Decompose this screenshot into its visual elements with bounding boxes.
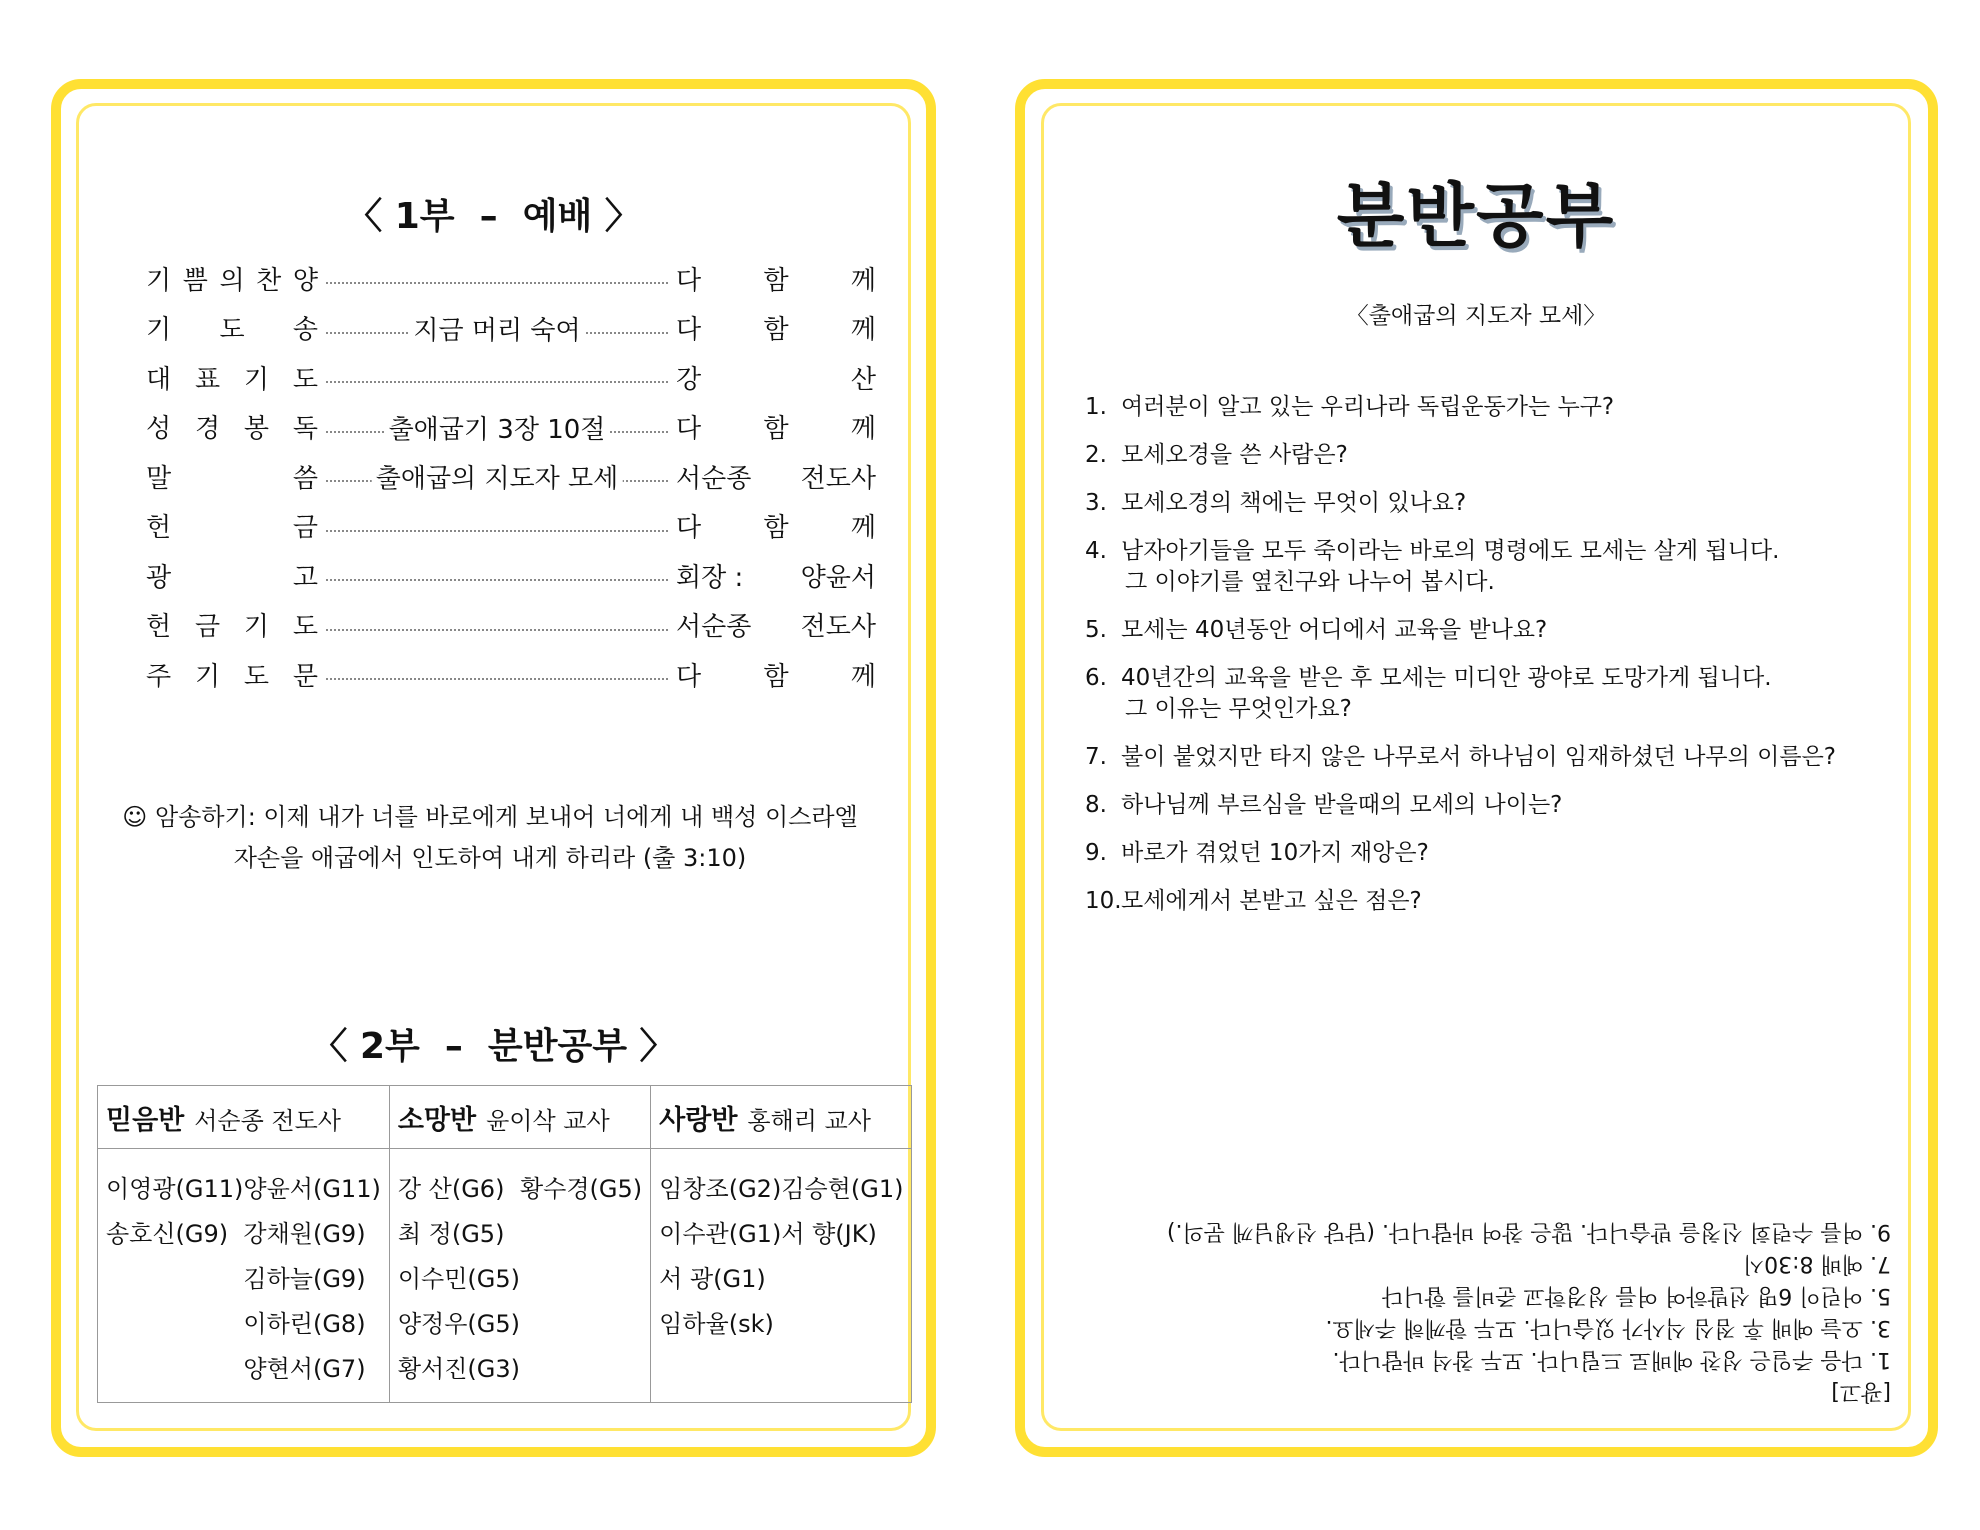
student-name: 강 산(G6) bbox=[397, 1175, 505, 1203]
class-table bbox=[97, 1085, 912, 1403]
order-label-char: 주 bbox=[146, 661, 172, 692]
student-name: 송호신(G9) bbox=[106, 1220, 229, 1248]
question-text: 불이 붙었지만 타지 않은 나무로서 하나님이 임재하셨던 나무의 이름은? bbox=[1121, 744, 1837, 770]
order-label-char: 기 bbox=[146, 265, 172, 296]
student-name: 김하늘(G9) bbox=[243, 1265, 366, 1293]
dotted-leader bbox=[326, 629, 668, 631]
order-person-part: 다 bbox=[676, 414, 702, 444]
order-row bbox=[146, 605, 876, 645]
order-person-part: 다 bbox=[676, 265, 702, 296]
order-person-part: 께 bbox=[850, 661, 876, 692]
class-teacher: 서순종 전도사 bbox=[194, 1106, 341, 1135]
student-name: 이하린(G8) bbox=[243, 1310, 366, 1338]
question-text: 모세에게서 본받고 싶은 점은? bbox=[1121, 888, 1422, 914]
student-name bbox=[106, 1304, 243, 1341]
order-person-part: 다 bbox=[676, 661, 702, 692]
student-name bbox=[106, 1349, 243, 1386]
order-person bbox=[676, 606, 876, 643]
order-person-part: 다 bbox=[676, 315, 702, 345]
order-row bbox=[146, 654, 876, 694]
student-grid bbox=[398, 1149, 642, 1386]
question-item bbox=[1085, 838, 1836, 869]
order-label bbox=[146, 458, 318, 495]
question-number: 4. bbox=[1085, 538, 1107, 564]
order-person bbox=[676, 309, 876, 346]
order-person bbox=[676, 260, 876, 297]
order-person-part: 께 bbox=[850, 265, 876, 296]
student-name: 김승현(G1) bbox=[781, 1175, 904, 1203]
question-continuation: 그 이야기를 옆친구와 나누어 봅시다. bbox=[1125, 569, 1495, 595]
dotted-leader bbox=[326, 282, 668, 284]
class-students bbox=[98, 1149, 390, 1403]
student-name: 서 광(G1) bbox=[659, 1265, 766, 1293]
student-name bbox=[781, 1259, 903, 1296]
order-label-char: 문 bbox=[292, 661, 318, 692]
class-header bbox=[98, 1086, 390, 1149]
student-name bbox=[520, 1259, 642, 1296]
order-person-part: 께 bbox=[850, 414, 876, 444]
question-number: 9. bbox=[1085, 840, 1107, 866]
question-text: 바로가 겪었던 10가지 재앙은? bbox=[1121, 840, 1429, 866]
order-label-char: 기 bbox=[243, 612, 270, 642]
order-label-char: 찬 bbox=[256, 265, 282, 296]
order-person-part: 함 bbox=[763, 513, 789, 543]
class-name: 믿음반 bbox=[106, 1104, 185, 1136]
order-row bbox=[146, 407, 876, 447]
order-person-part: 양윤서 bbox=[800, 562, 876, 593]
question-text: 모세는 40년동안 어디에서 교육을 받나요? bbox=[1121, 617, 1548, 643]
order-row bbox=[146, 308, 876, 348]
notice-line: 3. 오늘 예배 후 점심 식사가 있습니다. 모두 함께해 주세요. bbox=[1325, 1315, 1891, 1340]
order-person-part: 서순종 bbox=[676, 463, 752, 494]
student-name: 황서진(G3) bbox=[397, 1355, 520, 1383]
question-item bbox=[1085, 392, 1836, 423]
class-name: 사랑반 bbox=[659, 1104, 738, 1136]
order-label-char: 도 bbox=[292, 364, 318, 395]
question-item bbox=[1085, 790, 1836, 821]
student-name: 이영광(G11) bbox=[106, 1175, 244, 1203]
question-number: 2. bbox=[1085, 442, 1107, 468]
smiley-icon: ☺ bbox=[122, 803, 148, 831]
order-leader bbox=[326, 357, 668, 397]
memory-verse-line1: 암송하기: 이제 내가 너를 바로에게 보내어 너에게 내 백성 이스라엘 bbox=[154, 803, 858, 831]
part1-title: 〈 1부 – 예배 〉 bbox=[346, 196, 641, 237]
order-person bbox=[676, 557, 876, 594]
order-label-char: 경 bbox=[194, 414, 221, 444]
order-person bbox=[676, 408, 876, 445]
student-name bbox=[106, 1259, 243, 1296]
question-number: 3. bbox=[1085, 490, 1107, 516]
student-name bbox=[520, 1349, 642, 1386]
class-students bbox=[651, 1149, 912, 1403]
student-name: 양정우(G5) bbox=[397, 1310, 520, 1338]
order-person-part: 께 bbox=[850, 315, 876, 345]
notice-line: 7. 예배 8:30시 bbox=[1742, 1251, 1891, 1276]
order-leader bbox=[326, 654, 668, 694]
order-label bbox=[146, 260, 318, 297]
order-label-char: 양 bbox=[292, 265, 318, 296]
order-label-char: 말 bbox=[146, 463, 172, 494]
order-label-char: 씀 bbox=[292, 463, 318, 494]
order-label bbox=[146, 606, 318, 643]
order-label-char: 대 bbox=[146, 364, 172, 395]
order-person bbox=[676, 507, 876, 544]
question-item bbox=[1085, 663, 1836, 725]
order-leader bbox=[326, 407, 668, 447]
order-row bbox=[146, 456, 876, 496]
student-name: 임창조(G2) bbox=[659, 1175, 782, 1203]
order-person-part: 함 bbox=[763, 265, 789, 296]
order-label bbox=[146, 557, 318, 594]
order-label-char: 기 bbox=[146, 315, 172, 345]
question-item bbox=[1085, 615, 1836, 646]
question-number: 10. bbox=[1085, 888, 1122, 914]
order-person-part: 전도사 bbox=[800, 612, 876, 642]
class-header bbox=[651, 1086, 912, 1149]
part2-title: 〈 2부 – 분반공부 〉 bbox=[311, 1026, 676, 1067]
dotted-leader bbox=[326, 678, 668, 680]
student-name bbox=[520, 1304, 642, 1341]
class-teacher: 홍해리 교사 bbox=[747, 1106, 871, 1135]
order-detail: 출애굽기 3장 10절 bbox=[385, 409, 610, 446]
order-leader bbox=[326, 605, 668, 645]
student-name: 최 정(G5) bbox=[397, 1220, 505, 1248]
student-name: 강채원(G9) bbox=[243, 1220, 366, 1248]
student-name: 임하율(sk) bbox=[659, 1310, 774, 1338]
class-name: 소망반 bbox=[397, 1104, 477, 1136]
order-person-part: 함 bbox=[763, 661, 789, 692]
question-text: 여러분이 알고 있는 우리나라 독립운동가는 누구? bbox=[1121, 394, 1615, 420]
order-person-part: 강 bbox=[676, 364, 702, 395]
order-label-char: 헌 bbox=[146, 513, 172, 543]
order-label bbox=[146, 507, 318, 544]
student-name bbox=[659, 1349, 781, 1386]
order-leader bbox=[326, 506, 668, 546]
order-label-char: 금 bbox=[292, 513, 318, 543]
dotted-leader bbox=[326, 530, 668, 532]
question-number: 5. bbox=[1085, 617, 1107, 643]
order-label bbox=[146, 656, 318, 693]
question-text: 모세오경의 책에는 무엇이 있나요? bbox=[1121, 490, 1467, 516]
question-item bbox=[1085, 488, 1836, 519]
order-person-part: 전도사 bbox=[800, 463, 876, 494]
study-subtitle: 〈출애굽의 지도자 모세〉 bbox=[1345, 303, 1607, 329]
order-leader bbox=[326, 308, 668, 348]
order-person bbox=[676, 656, 876, 693]
order-leader bbox=[326, 258, 668, 298]
order-person-part: 서순종 bbox=[676, 612, 752, 642]
order-row bbox=[146, 357, 876, 397]
study-title: 분반공부 bbox=[1336, 175, 1616, 257]
notice-line: 9. 여름 수련회 신청을 받습니다. 많은 참여 바랍니다. (담당 선생님께 문의.) bbox=[1166, 1219, 1891, 1244]
order-label bbox=[146, 359, 318, 396]
order-detail: 지금 머리 숙여 bbox=[409, 310, 584, 347]
question-number: 7. bbox=[1085, 744, 1107, 770]
class-students bbox=[389, 1149, 650, 1403]
order-person-part: 께 bbox=[850, 513, 876, 543]
order-label-char: 표 bbox=[194, 364, 221, 395]
question-number: 6. bbox=[1085, 665, 1107, 691]
order-label-char: 금 bbox=[194, 612, 221, 642]
question-item bbox=[1085, 440, 1836, 471]
order-label-char: 도 bbox=[243, 661, 270, 692]
student-name: 황수경(G5) bbox=[520, 1175, 643, 1203]
class-header bbox=[389, 1086, 650, 1149]
order-label-char: 쁨 bbox=[182, 265, 208, 296]
order-label bbox=[146, 408, 318, 445]
order-label-char: 광 bbox=[146, 562, 172, 593]
order-row bbox=[146, 555, 876, 595]
question-continuation: 그 이유는 무엇인가요? bbox=[1125, 696, 1352, 722]
order-label-char: 독 bbox=[292, 414, 318, 444]
student-name bbox=[520, 1214, 642, 1251]
question-item bbox=[1085, 536, 1836, 598]
order-person-part: 함 bbox=[763, 315, 789, 345]
order-label-char: 성 bbox=[146, 414, 172, 444]
order-person-part: 회장 : bbox=[676, 562, 744, 593]
student-name bbox=[781, 1349, 903, 1386]
question-text: 하나님께 부르심을 받을때의 모세의 나이는? bbox=[1121, 792, 1563, 818]
order-person-part: 함 bbox=[763, 414, 789, 444]
dotted-leader bbox=[326, 381, 668, 383]
student-name bbox=[781, 1304, 903, 1341]
question-text: 남자아기들을 모두 죽이라는 바로의 명령에도 모세는 살게 됩니다. bbox=[1121, 538, 1780, 564]
student-name: 양윤서(G11) bbox=[243, 1175, 381, 1203]
memory-verse bbox=[120, 797, 860, 879]
memory-verse-line2: 자손을 애굽에서 인도하여 내게 하리라 (출 3:10) bbox=[233, 844, 747, 872]
order-label-char: 도 bbox=[219, 315, 245, 345]
student-name: 이수민(G5) bbox=[397, 1265, 520, 1293]
order-label-char: 송 bbox=[292, 315, 318, 345]
order-label-char: 헌 bbox=[146, 612, 172, 642]
student-name: 서 향(JK) bbox=[781, 1220, 877, 1248]
order-label-char: 의 bbox=[219, 265, 245, 296]
notice-line: 5. 어린이 6명 선발하여 여름 성경학교 준비를 합니다 bbox=[1382, 1283, 1891, 1308]
dotted-leader bbox=[326, 579, 668, 581]
order-person bbox=[676, 458, 876, 495]
order-label-char: 기 bbox=[194, 661, 221, 692]
question-item bbox=[1085, 886, 1836, 917]
order-person bbox=[676, 359, 876, 396]
class-teacher: 윤이삭 교사 bbox=[486, 1106, 610, 1135]
order-row bbox=[146, 258, 876, 298]
order-person-part: 산 bbox=[850, 364, 876, 395]
order-label-char: 고 bbox=[292, 562, 318, 593]
student-name: 이수관(G1) bbox=[659, 1220, 782, 1248]
order-leader bbox=[326, 456, 668, 496]
question-text: 모세오경을 쓴 사람은? bbox=[1121, 442, 1348, 468]
notice-line: [광고] bbox=[1831, 1379, 1891, 1404]
student-grid bbox=[659, 1149, 903, 1386]
order-label-char: 도 bbox=[292, 612, 318, 642]
order-label-char: 봉 bbox=[243, 414, 270, 444]
order-label-char: 기 bbox=[243, 364, 270, 395]
order-label bbox=[146, 309, 318, 346]
question-number: 1. bbox=[1085, 394, 1107, 420]
notice-line: 1. 다음 주일은 성찬 예배로 드립니다. 모두 참석 바랍니다. bbox=[1332, 1347, 1891, 1372]
question-item bbox=[1085, 742, 1836, 773]
upside-down-notice bbox=[1101, 1215, 1891, 1407]
order-leader bbox=[326, 555, 668, 595]
question-text: 40년간의 교육을 받은 후 모세는 미디안 광야로 도망가게 됩니다. bbox=[1121, 665, 1772, 691]
student-grid bbox=[106, 1149, 381, 1386]
question-list bbox=[1085, 392, 1836, 934]
question-number: 8. bbox=[1085, 792, 1107, 818]
student-name: 양현서(G7) bbox=[243, 1355, 366, 1383]
order-detail: 출애굽의 지도자 모세 bbox=[372, 458, 623, 495]
order-row bbox=[146, 506, 876, 546]
order-person-part: 다 bbox=[676, 513, 702, 543]
